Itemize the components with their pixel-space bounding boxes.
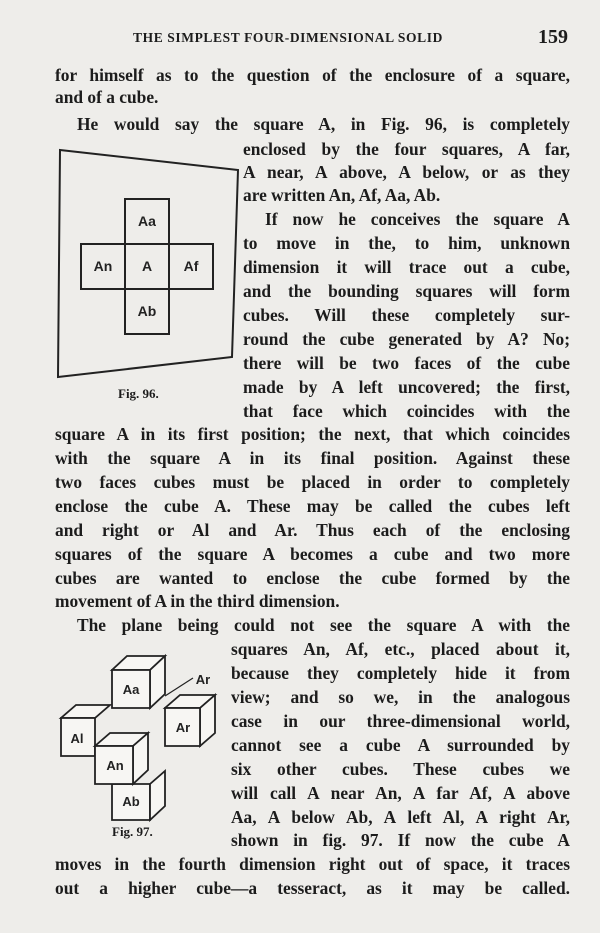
label-above: Aa — [122, 682, 140, 697]
text-line: and the bounding squares will form — [243, 281, 570, 301]
label-below: Ab — [137, 303, 157, 319]
figure-96 — [55, 145, 245, 385]
text-line: moves in the fourth dimension right out of space, it traces — [55, 854, 570, 874]
label-far: Af — [183, 258, 199, 274]
text-line: will call A near An, A far Af, A above — [231, 783, 570, 803]
text-line: cannot see a cube A surrounded by — [231, 735, 570, 755]
label-below: Ab — [122, 794, 140, 809]
text-line: He would say the square A, in Fig. 96, is completely — [77, 114, 570, 134]
text-line: are written An, Af, Aa, Ab. — [243, 185, 441, 205]
text-line: and of a cube. — [55, 87, 159, 107]
label-left: Al — [70, 731, 84, 746]
label-right: Ar — [195, 672, 211, 687]
label-near: An — [106, 758, 124, 773]
text-line: A near, A above, A below, or as they — [243, 162, 570, 182]
text-line: case in our three-dimensional world, — [231, 711, 570, 731]
text-line: dimension it will trace out a cube, — [243, 257, 570, 277]
text-line: square A in its first position; the next, that which coincides — [55, 424, 570, 444]
page-number: 159 — [538, 26, 568, 48]
figure-96-caption: Fig. 96. — [118, 386, 159, 401]
text-line: and right or Al and Ar. Thus each of the enclosing — [55, 520, 570, 540]
text-line: six other cubes. These cubes we — [231, 759, 570, 779]
text-line: to move in the, to him, unknown — [243, 233, 570, 253]
text-line: two faces cubes must be placed in order to completely — [55, 472, 570, 492]
text-line: If now he conceives the square A — [265, 209, 570, 229]
text-line: view; and so we, in the analogous — [231, 687, 570, 707]
text-line: squares of the square A becomes a cube and two more — [55, 544, 570, 564]
text-line: out a higher cube—a tesseract, as it may be called. — [55, 878, 570, 898]
text-line: there will be two faces of the cube — [243, 353, 570, 373]
text-line: for himself as to the question of the enclosure of a square, — [55, 65, 570, 85]
running-head — [0, 26, 600, 52]
figure-97-caption: Fig. 97. — [112, 824, 153, 839]
text-line: because they completely hide it from — [231, 663, 570, 683]
label-center: A — [141, 258, 153, 274]
running-title: THE SIMPLEST FOUR-DIMENSIONAL SOLID — [133, 30, 443, 45]
figure-97 — [55, 648, 230, 823]
label-near: An — [93, 258, 113, 274]
text-line: movement of A in the third dimension. — [55, 591, 340, 611]
text-line: round the cube generated by A? No; — [243, 329, 570, 349]
text-line: with the square A in its final position. Against these — [55, 448, 570, 468]
text-line: cubes are wanted to enclose the cube formed by the — [55, 568, 570, 588]
label-above: Aa — [138, 213, 156, 229]
pointer-line — [165, 678, 193, 696]
text-line: Aa, A below Ab, A left Al, A right Ar, — [231, 807, 570, 827]
text-line: enclose the cube A. These may be called the cubes left — [55, 496, 570, 516]
text-line: squares An, Af, etc., placed about it, — [231, 639, 570, 659]
text-line: shown in fig. 97. If now the cube A — [231, 830, 570, 850]
text-line: enclosed by the four squares, A far, — [243, 139, 570, 159]
label-right-face: Ar — [175, 720, 191, 735]
text-line: made by A left uncovered; the first, — [243, 377, 570, 397]
text-line: cubes. Will these completely sur- — [243, 305, 570, 325]
text-line: that face which coincides with the — [243, 401, 570, 421]
text-line: The plane being could not see the square A with the — [77, 615, 570, 635]
